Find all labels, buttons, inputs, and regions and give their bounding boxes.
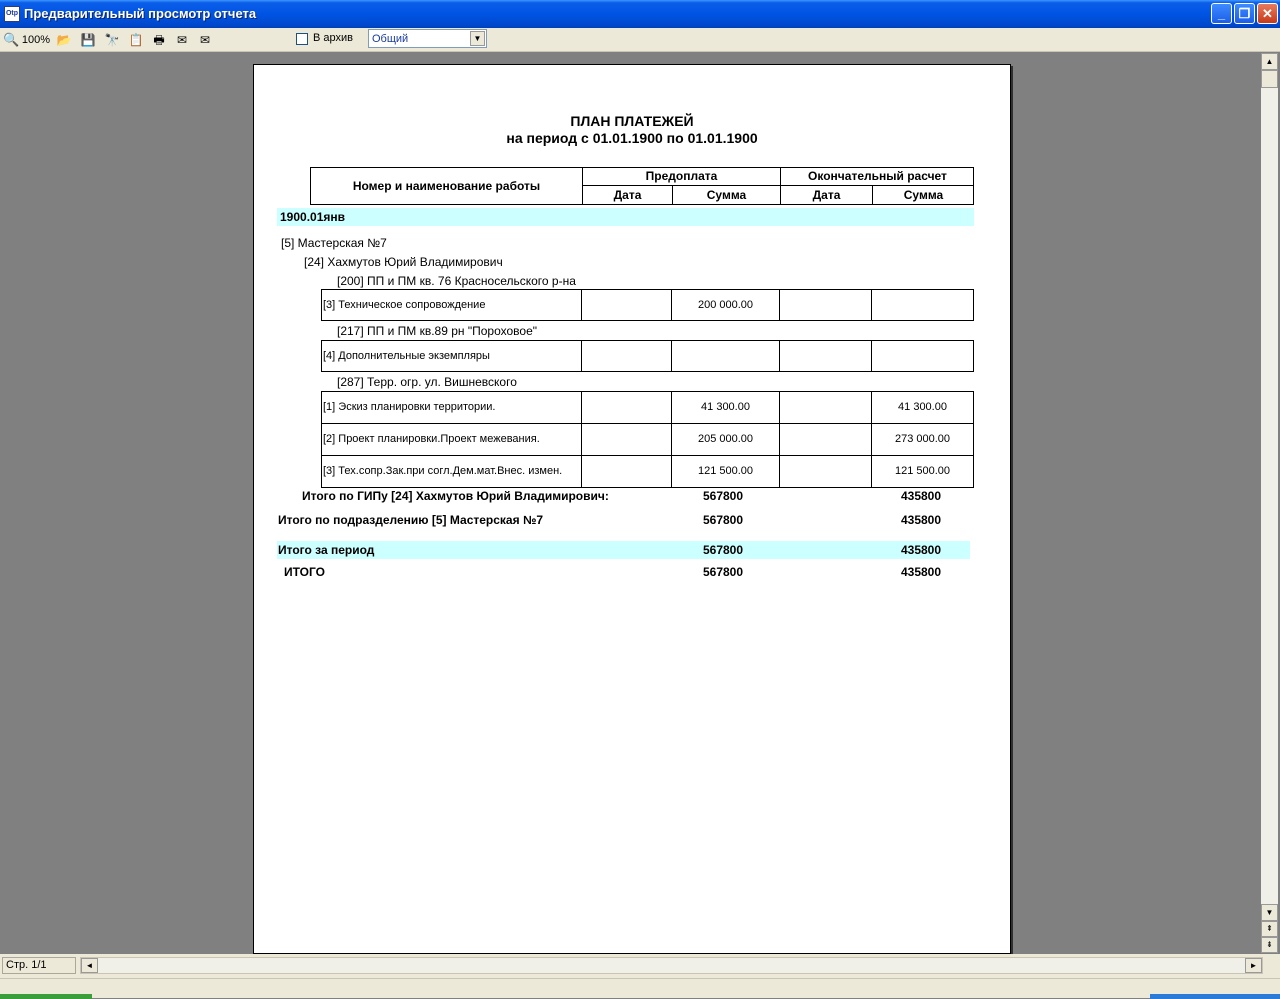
work-cell: [3] Техническое сопровождение: [323, 299, 486, 311]
grand-total-prepay: 567800: [702, 565, 744, 579]
open-icon[interactable]: 📂: [56, 33, 72, 47]
final-sum-cell: 273 000.00: [894, 433, 951, 445]
page-up-icon[interactable]: ⇞: [1261, 921, 1278, 937]
project-label: [217] ПП и ПМ кв.89 рн "Пороховое": [337, 324, 538, 338]
table-row: [321, 289, 974, 321]
zoom-button[interactable]: 100%: [21, 34, 51, 46]
scroll-up-icon[interactable]: ▲: [1261, 53, 1278, 70]
prepay-sum-cell: 121 500.00: [697, 465, 754, 477]
month-band: [277, 208, 974, 226]
period-total-band: [277, 541, 970, 559]
app-icon: Otp: [4, 6, 20, 22]
page-down-icon[interactable]: ⇟: [1261, 937, 1278, 953]
header-final-sum: Сумма: [903, 188, 944, 202]
maximize-button[interactable]: ❐: [1234, 3, 1255, 24]
find-icon[interactable]: 🔭: [104, 33, 120, 47]
scroll-down-icon[interactable]: ▼: [1261, 904, 1278, 921]
period-total-prepay: 567800: [702, 543, 744, 557]
grand-total-final: 435800: [900, 565, 942, 579]
filter-select[interactable]: [368, 29, 487, 48]
project-label: [287] Терр. огр. ул. Вишневского: [337, 375, 517, 389]
header-prepay-sum: Сумма: [706, 188, 747, 202]
table-row: [321, 340, 974, 372]
window-title: Предварительный просмотр отчета: [24, 6, 257, 21]
table-header: [310, 167, 974, 205]
mail-icon[interactable]: ✉: [176, 33, 188, 47]
gip-total-label: Итого по ГИПу [24] Хахмутов Юрий Владимирович:: [302, 489, 609, 503]
report-title: ПЛАН ПЛАТЕЖЕЙ: [570, 113, 694, 129]
work-cell: [1] Эскиз планировки территории.: [323, 401, 496, 413]
header-final-date: Дата: [812, 188, 841, 202]
title-bar: [0, 0, 1280, 28]
work-cell: [3] Тех.сопр.Зак.при согл.Дем.мат.Внес. измен.: [323, 465, 563, 477]
status-bar: [0, 954, 1280, 978]
zoom-icon[interactable]: 🔍: [3, 32, 20, 47]
period-total-label: Итого за период: [278, 543, 375, 557]
gip-total-final: 435800: [900, 489, 942, 503]
taskbar-strip: [0, 978, 1280, 998]
report-period: на период с 01.01.1900 по 01.01.1900: [506, 130, 758, 146]
chevron-down-icon[interactable]: ▼: [470, 31, 485, 46]
work-cell: [2] Проект планировки.Проект межевания.: [323, 433, 540, 445]
page-setup-icon[interactable]: 📋: [128, 33, 144, 47]
toolbar: [0, 28, 1280, 52]
mail-open-icon[interactable]: ✉: [199, 33, 211, 47]
vertical-scrollbar[interactable]: [1261, 53, 1278, 953]
header-work: Номер и наименование работы: [352, 179, 541, 193]
scroll-right-icon[interactable]: ►: [1245, 958, 1262, 973]
header-prepay: Предоплата: [645, 169, 718, 183]
minimize-button[interactable]: _: [1211, 3, 1232, 24]
table-group: [321, 391, 974, 488]
division-total-prepay: 567800: [702, 513, 744, 527]
final-sum-cell: 121 500.00: [894, 465, 951, 477]
scroll-thumb[interactable]: [1261, 70, 1278, 88]
division-total-label: Итого по подразделению [5] Мастерская №7: [278, 513, 543, 527]
month-label: 1900.01янв: [280, 210, 346, 224]
save-icon[interactable]: 💾: [80, 33, 96, 47]
division-total-final: 435800: [900, 513, 942, 527]
filter-value: Общий: [372, 33, 409, 45]
prepay-sum-cell: 205 000.00: [697, 433, 754, 445]
gip-label: [24] Хахмутов Юрий Владимирович: [304, 255, 503, 269]
header-final: Окончательный расчет: [808, 169, 947, 183]
scroll-left-icon[interactable]: ◄: [81, 958, 98, 973]
close-button[interactable]: ✕: [1257, 3, 1278, 24]
grand-total-label: ИТОГО: [284, 565, 325, 579]
work-cell: [4] Дополнительные экземпляры: [323, 350, 490, 362]
period-total-final: 435800: [900, 543, 942, 557]
report-page: [253, 64, 1011, 954]
final-sum-cell: 41 300.00: [898, 401, 947, 413]
prepay-sum-cell: 41 300.00: [701, 401, 750, 413]
gip-total-prepay: 567800: [702, 489, 744, 503]
project-label: [200] ПП и ПМ кв. 76 Красносельского р-на: [337, 274, 576, 288]
page-indicator: Стр. 1/1: [2, 957, 76, 974]
horizontal-scrollbar[interactable]: [80, 957, 1263, 974]
archive-checkbox[interactable]: [296, 33, 308, 45]
prepay-sum-cell: 200 000.00: [697, 299, 754, 311]
header-prepay-date: Дата: [613, 188, 642, 202]
archive-label: В архив: [313, 32, 353, 44]
division-label: [5] Мастерская №7: [281, 236, 387, 250]
print-icon[interactable]: 🖶: [153, 33, 165, 47]
